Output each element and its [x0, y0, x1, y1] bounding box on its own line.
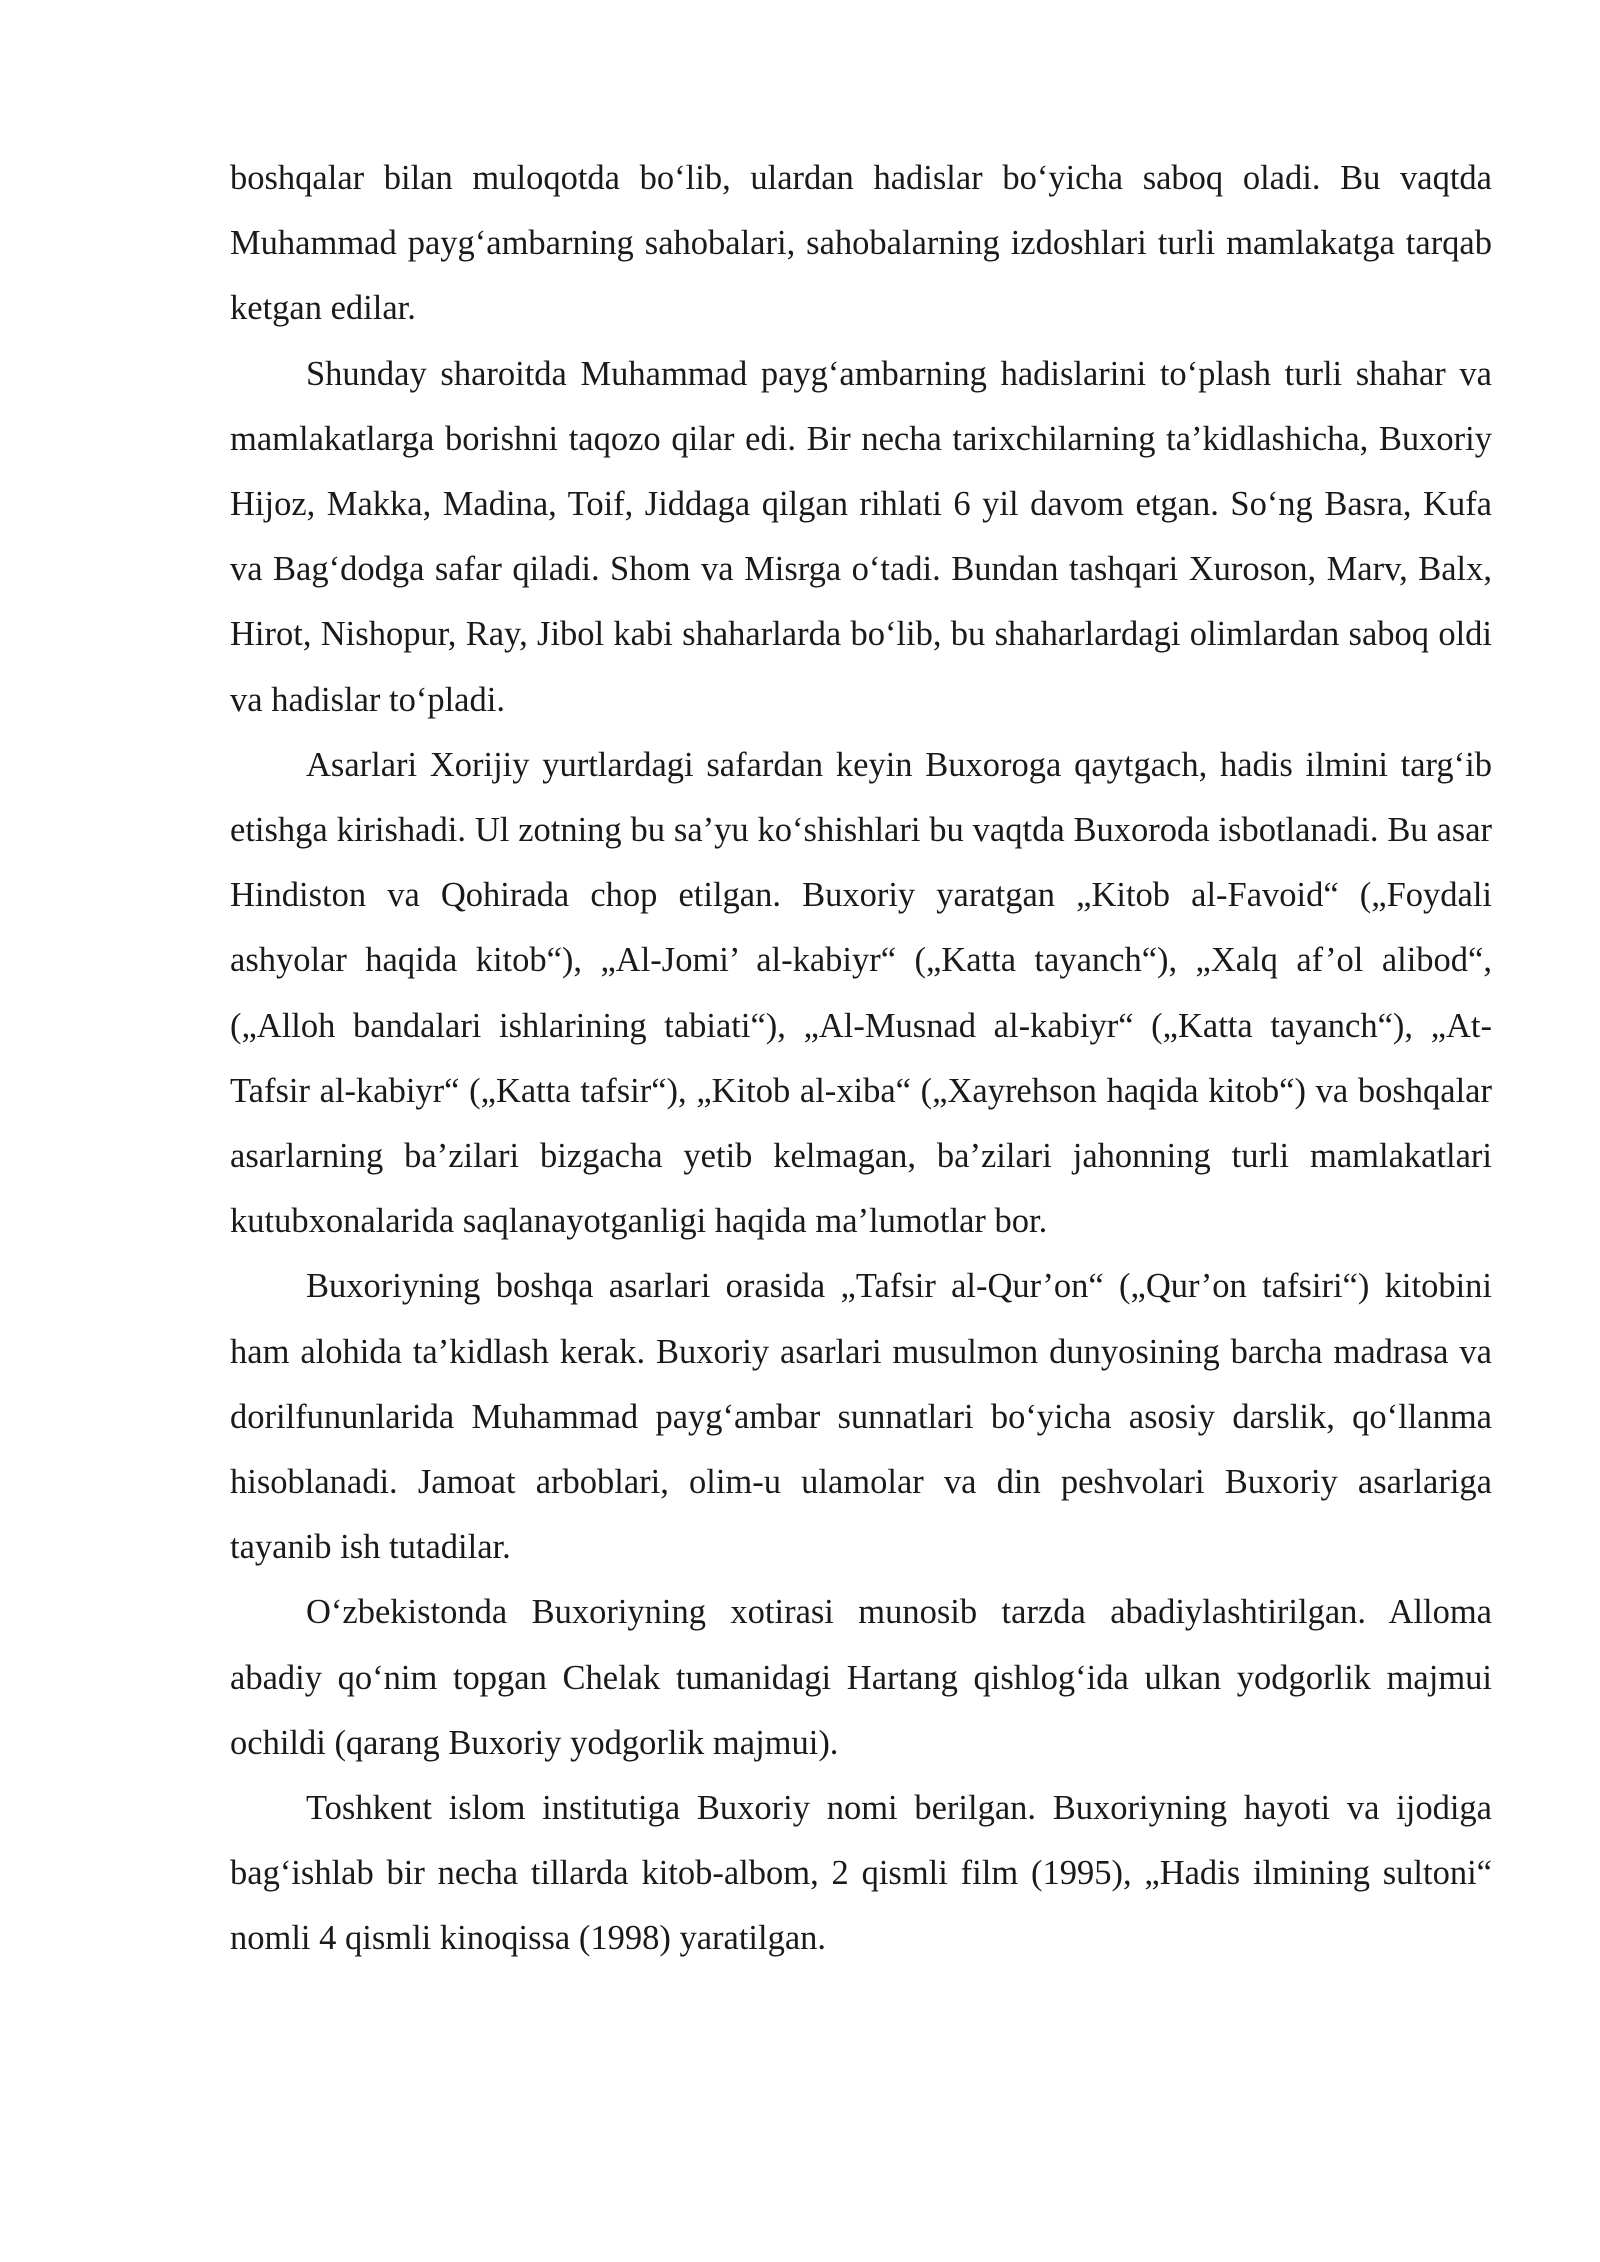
paragraph-tafsir: Buxoriyning boshqa asarlari orasida „Tafsir al-Qur’on“ („Qur’on tafsiri“) kitobini ham alohida ta’kidlash kerak. Buxoriy asarlari musulmon dunyosining barcha madrasa va dorilfununlarida Muhammad payg‘ambar sunnatlari bo‘yicha asosiy darslik, qo‘llanma hisoblanadi. Jamoat arboblari, olim-u ulamolar va din peshvolari Buxoriy asarlariga tayanib ish tutadilar. — [230, 1267, 1492, 1567]
paragraph-hadith-travels: Shunday sharoitda Muhammad payg‘ambarning hadislarini to‘plash turli shahar va mamlakatlarga borishni taqozo qilar edi. Bir necha tarixchilarning ta’kidlashicha, Buxoriy Hijoz, Makka, Madina, Toif, Jiddaga qilgan rihlati 6 yil davom etgan. So‘ng Basra, Kufa va Bag‘dodga safar qiladi. Shom va Misrga o‘tadi. Bundan tashqari Xuroson, Marv, Balx, Hirot, Nishopur, Ray, Jibol kabi shaharlarda bo‘lib, bu shaharlardagi olimlardan saboq oldi va hadislar to‘pladi. — [230, 354, 1492, 719]
paragraph-continuation: boshqalar bilan muloqotda bo‘lib, ulardan hadislar bo‘yicha saboq oladi. Bu vaqtda Muhammad payg‘ambarning sahobalari, sahobalarning izdoshlari turli mamlakatga tarqab ketgan edilar. — [230, 159, 1492, 328]
paragraph-memorial: O‘zbekistonda Buxoriyning xotirasi munosib tarzda abadiylashtirilgan. Alloma abadiy qo‘nim topgan Chelak tumanidagi Hartang qishlog‘ida ulkan yodgorlik majmui ochildi (qarang Buxoriy yodgorlik majmui). — [230, 1593, 1492, 1762]
paragraph-works: Asarlari Xorijiy yurtlardagi safardan keyin Buxoroga qaytgach, hadis ilmini targ‘ib etishga kirishadi. Ul zotning bu sa’yu ko‘shishlari bu vaqtda Buxoroda isbotlanadi. Bu asar Hindiston va Qohirada chop etilgan. Buxoriy yaratgan „Kitob al-Favoid“ („Foydali ashyolar haqida kitob“), „Al-Jomi’ al-kabiyr“ („Katta tayanch“), „Xalq af’ol alibod“, („Alloh bandalari ishlarining tabiati“), „Al-Musnad al-kabiyr“ („Katta tayanch“), „At-Tafsir al-kabiyr“ („Katta tafsir“), „Kitob al-xiba“ („Xayrehson haqida kitob“) va boshqalar asarlarning ba’zilari bizgacha yetib kelmagan, ba’zilari jahonning turli mamlakatlari kutubxonalarida saqlanayotganligi haqida ma’lumotlar bor. — [230, 745, 1492, 1241]
document-body — [230, 146, 1492, 1972]
paragraph-institute: Toshkent islom institutiga Buxoriy nomi berilgan. Buxoriyning hayoti va ijodiga bag‘ishlab bir necha tillarda kitob-albom, 2 qismli film (1995), „Hadis ilmining sultoni“ nomli 4 qismli kinoqissa (1998) yaratilgan. — [230, 1789, 1492, 1958]
